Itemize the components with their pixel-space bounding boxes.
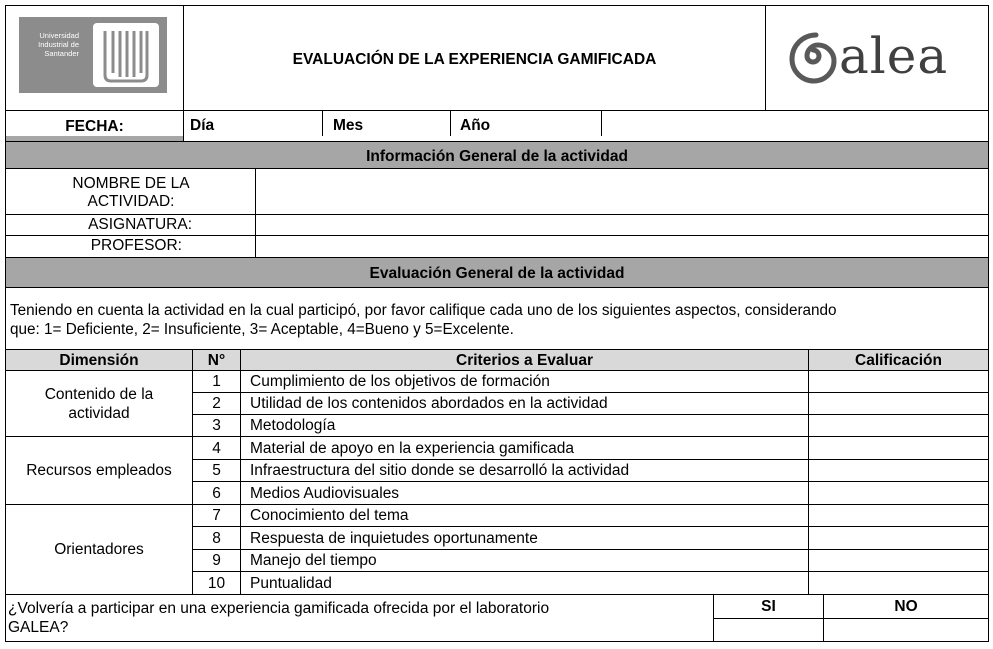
criterion-number: 4 [212,439,221,457]
rating-cell[interactable] [809,460,988,481]
day-label: Día [190,117,215,134]
rating-cell[interactable] [809,505,988,526]
criterion-number: 8 [212,529,221,547]
dimension-content: Contenido de la actividad [44,385,154,422]
criterion-text: Conocimiento del tema [250,507,409,524]
criterion-number: 2 [212,395,221,412]
professor-label: PROFESOR: [90,237,182,254]
criterion-text: Metodología [250,417,336,434]
rating-cell[interactable] [809,482,988,504]
rating-cell[interactable] [809,415,988,436]
yes-label: SI [761,598,776,615]
rating-cell[interactable] [809,437,988,459]
rating-cell[interactable] [809,572,988,594]
professor-field[interactable] [256,236,988,257]
criterion-text: Material de apoyo en la experiencia gamificada [250,440,574,457]
rating-cell[interactable] [809,527,988,549]
university-logo [19,17,167,93]
rating-cell[interactable] [809,550,988,571]
number-header: N° [207,351,226,369]
activity-name-label: NOMBRE DE LA ACTIVIDAD: [72,175,190,210]
criterion-number: 5 [212,462,221,479]
criterion-number: 7 [212,507,221,524]
criterion-text: Puntualidad [250,575,332,592]
criterion-text: Utilidad de los contenidos abordados en la actividad [250,395,608,412]
subject-field[interactable] [256,215,988,235]
rating-header: Calificación [855,351,942,369]
galea-logo [787,18,977,98]
spiral-icon [787,26,839,86]
activity-name-field[interactable] [256,169,988,214]
yes-checkbox-cell[interactable] [714,619,823,641]
subject-label: ASIGNATURA: [88,216,192,233]
dimension-instructors: Orientadores [54,541,144,558]
year-label: Año [460,117,491,134]
rating-cell[interactable] [809,393,988,414]
criterion-number: 6 [212,484,221,502]
criterion-text: Respuesta de inquietudes oportunamente [250,530,538,547]
criterion-number: 9 [212,552,221,569]
criterion-text: Manejo del tiempo [250,552,377,569]
dimension-resources: Recursos empleados [26,462,172,479]
criterion-number: 3 [212,417,221,434]
no-label: NO [894,598,918,615]
no-checkbox-cell[interactable] [824,619,988,641]
university-emblem-icon [93,23,159,87]
dimension-header: Dimensión [59,351,139,369]
university-logo-text: Universidad Industrial de Santander [38,31,79,58]
instructions-line-2: que: 1= Deficiente, 2= Insuficiente, 3= Aceptable, 4=Bueno y 5=Excelente. [10,321,514,338]
criterion-text: Medios Audiovisuales [250,485,400,502]
criterion-text: Cumplimiento de los objetivos de formación [250,373,550,390]
criteria-header: Criterios a Evaluar [456,351,593,369]
evaluation-section-title: Evaluación General de la actividad [369,264,625,282]
final-question: ¿Volvería a participar en una experiencia gamificada ofrecida por el laboratorio GALEA? [8,600,550,636]
rating-cell[interactable] [809,371,988,392]
instructions-line-1: Teniendo en cuenta la actividad en la cual participó, por favor califique cada uno de los siguientes aspectos, considerando [10,302,837,319]
criterion-number: 10 [207,574,226,592]
month-label: Mes [333,117,364,134]
date-label: FECHA: [65,117,124,135]
criterion-text: Infraestructura del sitio donde se desarrolló la actividad [250,462,630,479]
form-title: EVALUACIÓN DE LA EXPERIENCIA GAMIFICADA [292,50,657,68]
criterion-number: 1 [212,373,221,390]
info-section-title: Información General de la actividad [366,147,628,165]
galea-logo-text: alea [839,27,949,85]
